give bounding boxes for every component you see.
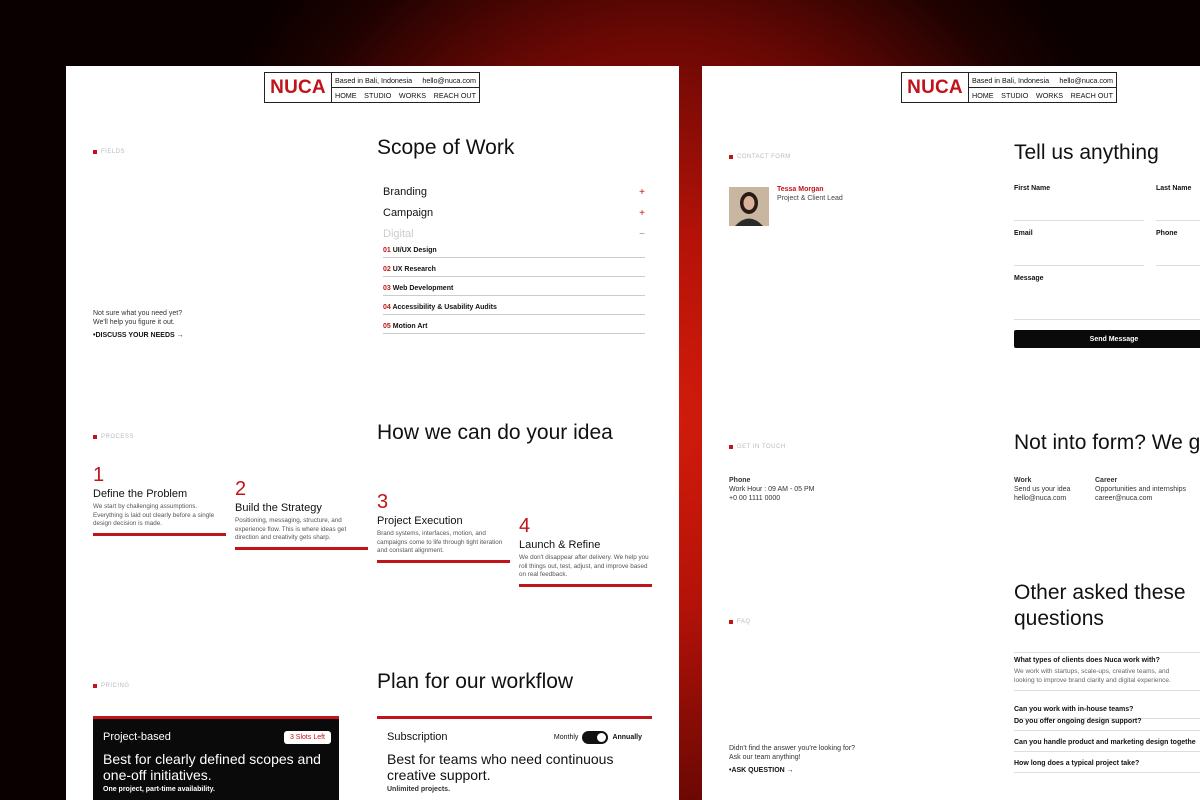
subscription-card[interactable] (377, 716, 652, 800)
nav-home[interactable]: HOME (972, 90, 994, 100)
career-block: Career Opportunities and internships career@nuca.com (1095, 477, 1187, 502)
message-underline (1014, 319, 1200, 320)
email-input[interactable] (1014, 245, 1144, 261)
billing-toggle-group (554, 731, 642, 744)
plan-sub: One project, part-time availability. (103, 786, 215, 793)
header-email[interactable]: hello@nuca.com (1059, 75, 1113, 85)
faq-item[interactable]: Can you handle product and marketing design togethe (1014, 739, 1200, 752)
nav-works[interactable]: WORKS (1035, 90, 1064, 100)
work-block: Work Send us your idea hello@nuca.com (1014, 477, 1071, 502)
nav-works[interactable]: WORKS (398, 90, 427, 100)
site-header (901, 72, 1117, 103)
left-page (66, 66, 679, 800)
header-email[interactable]: hello@nuca.com (422, 75, 476, 85)
avatar (729, 187, 769, 226)
touch-title: Not into form? We g (1014, 431, 1200, 454)
last-name-input[interactable] (1156, 200, 1200, 216)
project-based-card[interactable] (93, 716, 339, 800)
contact-person-role: Project & Client Lead (777, 195, 843, 202)
work-email[interactable]: hello@nuca.com (1014, 495, 1067, 502)
faq-top-divider (1014, 652, 1200, 653)
header-location: Based in Bali, Indonesia (335, 75, 413, 85)
process-step: 3 Project Execution Brand systems, interfaces, motion, and campaigns come to life through tight iteration and constant alignment. (377, 491, 510, 563)
contact-person-name: Tessa Morgan (777, 186, 824, 193)
billing-toggle[interactable] (582, 731, 608, 744)
plan-sub: Unlimited projects. (387, 786, 451, 793)
site-header (264, 72, 480, 103)
email-underline (1014, 265, 1144, 266)
nav-reach-out[interactable]: REACH OUT (433, 90, 476, 100)
discuss-needs-link[interactable]: •DISCUSS YOUR NEEDS → (93, 332, 184, 339)
phone-block: Phone Work Hour : 09 AM - 05 PM +0 00 1111 0000 (729, 477, 815, 502)
plan-headline: Best for clearly defined scopes and one-off initiatives. (103, 751, 321, 783)
right-page (702, 66, 1200, 800)
label-square-icon (93, 435, 97, 439)
first-name-label: First Name (1014, 185, 1051, 192)
digital-item[interactable]: 01 UI/UX Design (383, 247, 645, 258)
plan-headline: Best for teams who need continuous creative support. (387, 751, 614, 783)
minus-icon: − (639, 228, 645, 240)
first-name-underline (1014, 220, 1144, 221)
slots-badge: 3 Slots Left (284, 731, 331, 744)
plan-name: Subscription (387, 731, 448, 743)
monthly-label: Monthly (553, 734, 579, 741)
accordion-campaign[interactable] (383, 207, 645, 219)
message-label: Message (1014, 275, 1044, 282)
phone-input[interactable] (1156, 245, 1200, 261)
process-title: How we can do your idea (377, 421, 613, 444)
accordion-label: Campaign (383, 207, 434, 219)
logo[interactable]: NUCA (265, 73, 332, 102)
digital-item[interactable]: 03 Web Development (383, 285, 645, 296)
career-email[interactable]: career@nuca.com (1095, 495, 1153, 502)
person-portrait-icon (729, 187, 769, 226)
plan-name: Project-based (103, 731, 171, 743)
pricing-title: Plan for our workflow (377, 670, 574, 693)
phone-label: Phone (1156, 230, 1178, 237)
contact-title: Tell us anything (1014, 141, 1159, 164)
fields-note: Not sure what you need yet? We'll help you figure it out. (93, 310, 183, 326)
send-message-button[interactable]: Send Message (1014, 330, 1200, 348)
annually-label: Annually (612, 734, 642, 741)
accordion-label: Branding (383, 186, 428, 198)
label-square-icon (93, 150, 97, 154)
accordion-digital[interactable] (383, 228, 645, 240)
label-square-icon (729, 620, 733, 624)
email-label: Email (1014, 230, 1033, 237)
faq-note: Didn't find the answer you're looking for? Ask our team anything! (729, 745, 856, 761)
touch-section-label: GET IN TOUCH (729, 444, 786, 450)
faq-title: Other asked these questions (1014, 581, 1186, 630)
phone-number[interactable]: +0 00 1111 0000 (729, 495, 781, 502)
accordion-branding[interactable] (383, 186, 645, 198)
phone-underline (1156, 265, 1200, 266)
faq-item[interactable]: Do you offer ongoing design support? (1014, 718, 1200, 731)
nav-studio[interactable]: STUDIO (364, 90, 392, 100)
faq-item[interactable]: What types of clients does Nuca work with? We work with startups, scale-ups, creative teams, and looking to improve brand clarity and digital experience. (1014, 657, 1200, 691)
last-name-label: Last Name (1156, 185, 1192, 192)
label-square-icon (729, 445, 733, 449)
faq-section-label: FAQ (729, 619, 751, 625)
digital-item[interactable]: 04 Accessibility & Usability Audits (383, 304, 645, 315)
faq-item[interactable]: How long does a typical project take? (1014, 760, 1200, 773)
process-section-label: PROCESS (93, 434, 134, 440)
nav-home[interactable]: HOME (335, 90, 357, 100)
ask-question-link[interactable]: •ASK QUESTION → (729, 767, 794, 774)
last-name-underline (1156, 220, 1200, 221)
faq-item[interactable]: Can you work with in-house teams? (1014, 706, 1200, 719)
pricing-section-label: PRICING (93, 683, 130, 689)
contact-section-label: CONTACT FORM (729, 154, 791, 160)
nav-studio[interactable]: STUDIO (1001, 90, 1029, 100)
nav-bar (332, 87, 479, 102)
faq-answer: We work with startups, scale-ups, creative teams, and looking to improve brand clarity and digital experience. (1014, 668, 1171, 684)
scope-title: Scope of Work (377, 136, 515, 159)
nav-reach-out[interactable]: REACH OUT (1070, 90, 1113, 100)
digital-item[interactable]: 02 UX Research (383, 266, 645, 277)
header-location: Based in Bali, Indonesia (972, 75, 1050, 85)
first-name-input[interactable] (1014, 200, 1144, 216)
label-square-icon (729, 155, 733, 159)
process-step: 4 Launch & Refine We don't disappear after delivery. We help you roll things out, test, adjust, and improve based on real feedback. (519, 515, 652, 587)
label-square-icon (93, 684, 97, 688)
plus-icon: + (639, 207, 645, 219)
plus-icon: + (639, 186, 645, 198)
nav-bar (969, 87, 1116, 102)
process-step: 2 Build the Strategy Positioning, messaging, structure, and experience flow. This is where ideas get direction and creativity gets sharp. (235, 478, 368, 550)
fields-section-label: FIELDS (93, 149, 125, 155)
digital-item[interactable]: 05 Motion Art (383, 323, 645, 334)
logo[interactable]: NUCA (902, 73, 969, 102)
process-step: 1 Define the Problem We start by challenging assumptions. Everything is laid out clearly before a single design decision is made. (93, 464, 226, 536)
accordion-label: Digital (383, 228, 414, 240)
message-textarea[interactable] (1014, 288, 1200, 316)
